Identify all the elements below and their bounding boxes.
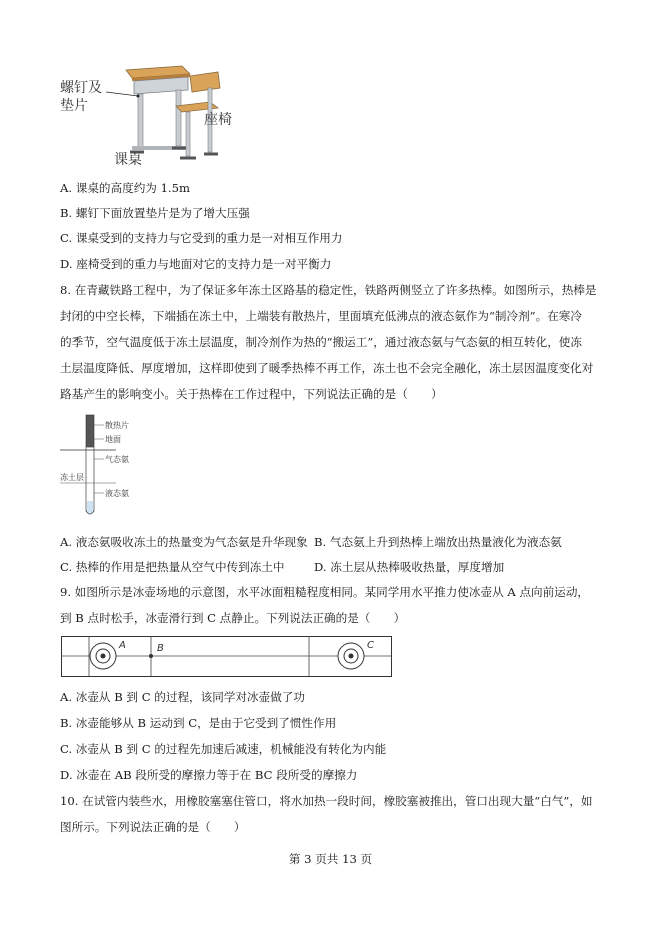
q7-option-a: A. 课桌的高度约为 1.5m	[60, 181, 191, 195]
label-liquid-ammonia: 液态氨	[105, 489, 129, 498]
label-ground: 地面	[105, 435, 121, 444]
heat-rod-figure	[60, 413, 150, 525]
q7-option-c: C. 课桌受到的支持力与它受到的重力是一对相互作用力	[60, 231, 343, 245]
q8-option-d: D. 冻土层从热棒吸收热量，厚度增加	[314, 560, 505, 574]
q8-stem-line2: 封闭的中空长棒，下端插在冻土中，上端装有散热片，里面填充低沸点的液态氨作为“制冷剂”。在寒冷	[60, 309, 582, 323]
label-a: A	[119, 640, 126, 651]
q9-option-b: B. 冰壶能够从 B 运动到 C，是由于它受到了惯性作用	[60, 716, 337, 730]
q9-option-c: C. 冰壶从 B 到 C 的过程先加速后减速，机械能没有转化为内能	[60, 742, 387, 756]
q10-stem-line2: 图所示。下列说法正确的是（ ）	[60, 820, 246, 834]
label-frozen-layer: 冻土层	[60, 473, 84, 482]
q7-option-b: B. 螺钉下面放置垫片是为了增大压强	[60, 206, 250, 220]
q10-stem-line1: 10. 在试管内装些水，用橡胶塞塞住管口，将水加热一段时间，橡胶塞被推出，管口出现大量“白气”，如	[60, 794, 593, 808]
label-screw-line2: 垫片	[60, 98, 88, 114]
q8-stem-line5: 路基产生的影响变小。关于热棒在工作过程中，下列说法正确的是（ ）	[60, 387, 443, 401]
q9-stem-line2: 到 B 点时松手，冰壶滑行到 C 点静止。下列说法正确的是（ ）	[60, 611, 406, 625]
q8-stem-line1: 8. 在青藏铁路工程中，为了保证多年冻土区路基的稳定性，铁路两侧竖立了许多热棒。如图所示，热棒是	[60, 283, 597, 297]
label-c: C	[367, 640, 374, 651]
q8-stem-line3: 的季节，空气温度低于冻土层温度，制冷剂作为热的“搬运工”，通过液态氨与气态氨的相互转化，使冻	[60, 335, 582, 349]
q8-option-b: B. 气态氨上升到热棒上端放出热量液化为液态氨	[314, 535, 562, 549]
q9-option-d: D. 冰壶在 AB 段所受的摩擦力等于在 BC 段所受的摩擦力	[60, 768, 358, 782]
label-chair: 座椅	[204, 112, 232, 128]
q7-option-d: D. 座椅受到的重力与地面对它的支持力是一对平衡力	[60, 257, 332, 271]
desk-chair-figure	[58, 62, 248, 172]
label-fins: 散热片	[105, 421, 129, 430]
page-footer: 第 3 页共 13 页	[288, 852, 373, 866]
q8-option-a: A. 液态氨吸收冻土的热量变为气态氨是升华现象	[60, 535, 308, 549]
label-screw-line1: 螺钉及	[60, 80, 102, 96]
label-desk: 课桌	[114, 152, 142, 168]
q8-option-c: C. 热棒的作用是把热量从空气中传到冻土中	[60, 560, 285, 574]
label-b: B	[157, 643, 164, 654]
q9-stem-line1: 9. 如图所示是冰壶场地的示意图，水平冰面粗糙程度相同。某同学用水平推力使冰壶从 A 点向前运动，	[60, 585, 590, 599]
curling-field-figure	[61, 636, 393, 678]
label-gas-ammonia: 气态氨	[105, 455, 129, 464]
q9-option-a: A. 冰壶从 B 到 C 的过程，该同学对冰壶做了功	[60, 690, 305, 704]
q8-stem-line4: 土层温度降低、厚度增加，这样即使到了暖季热棒不再工作，冻土也不会完全融化，冻土层因温度变化对	[60, 361, 594, 375]
